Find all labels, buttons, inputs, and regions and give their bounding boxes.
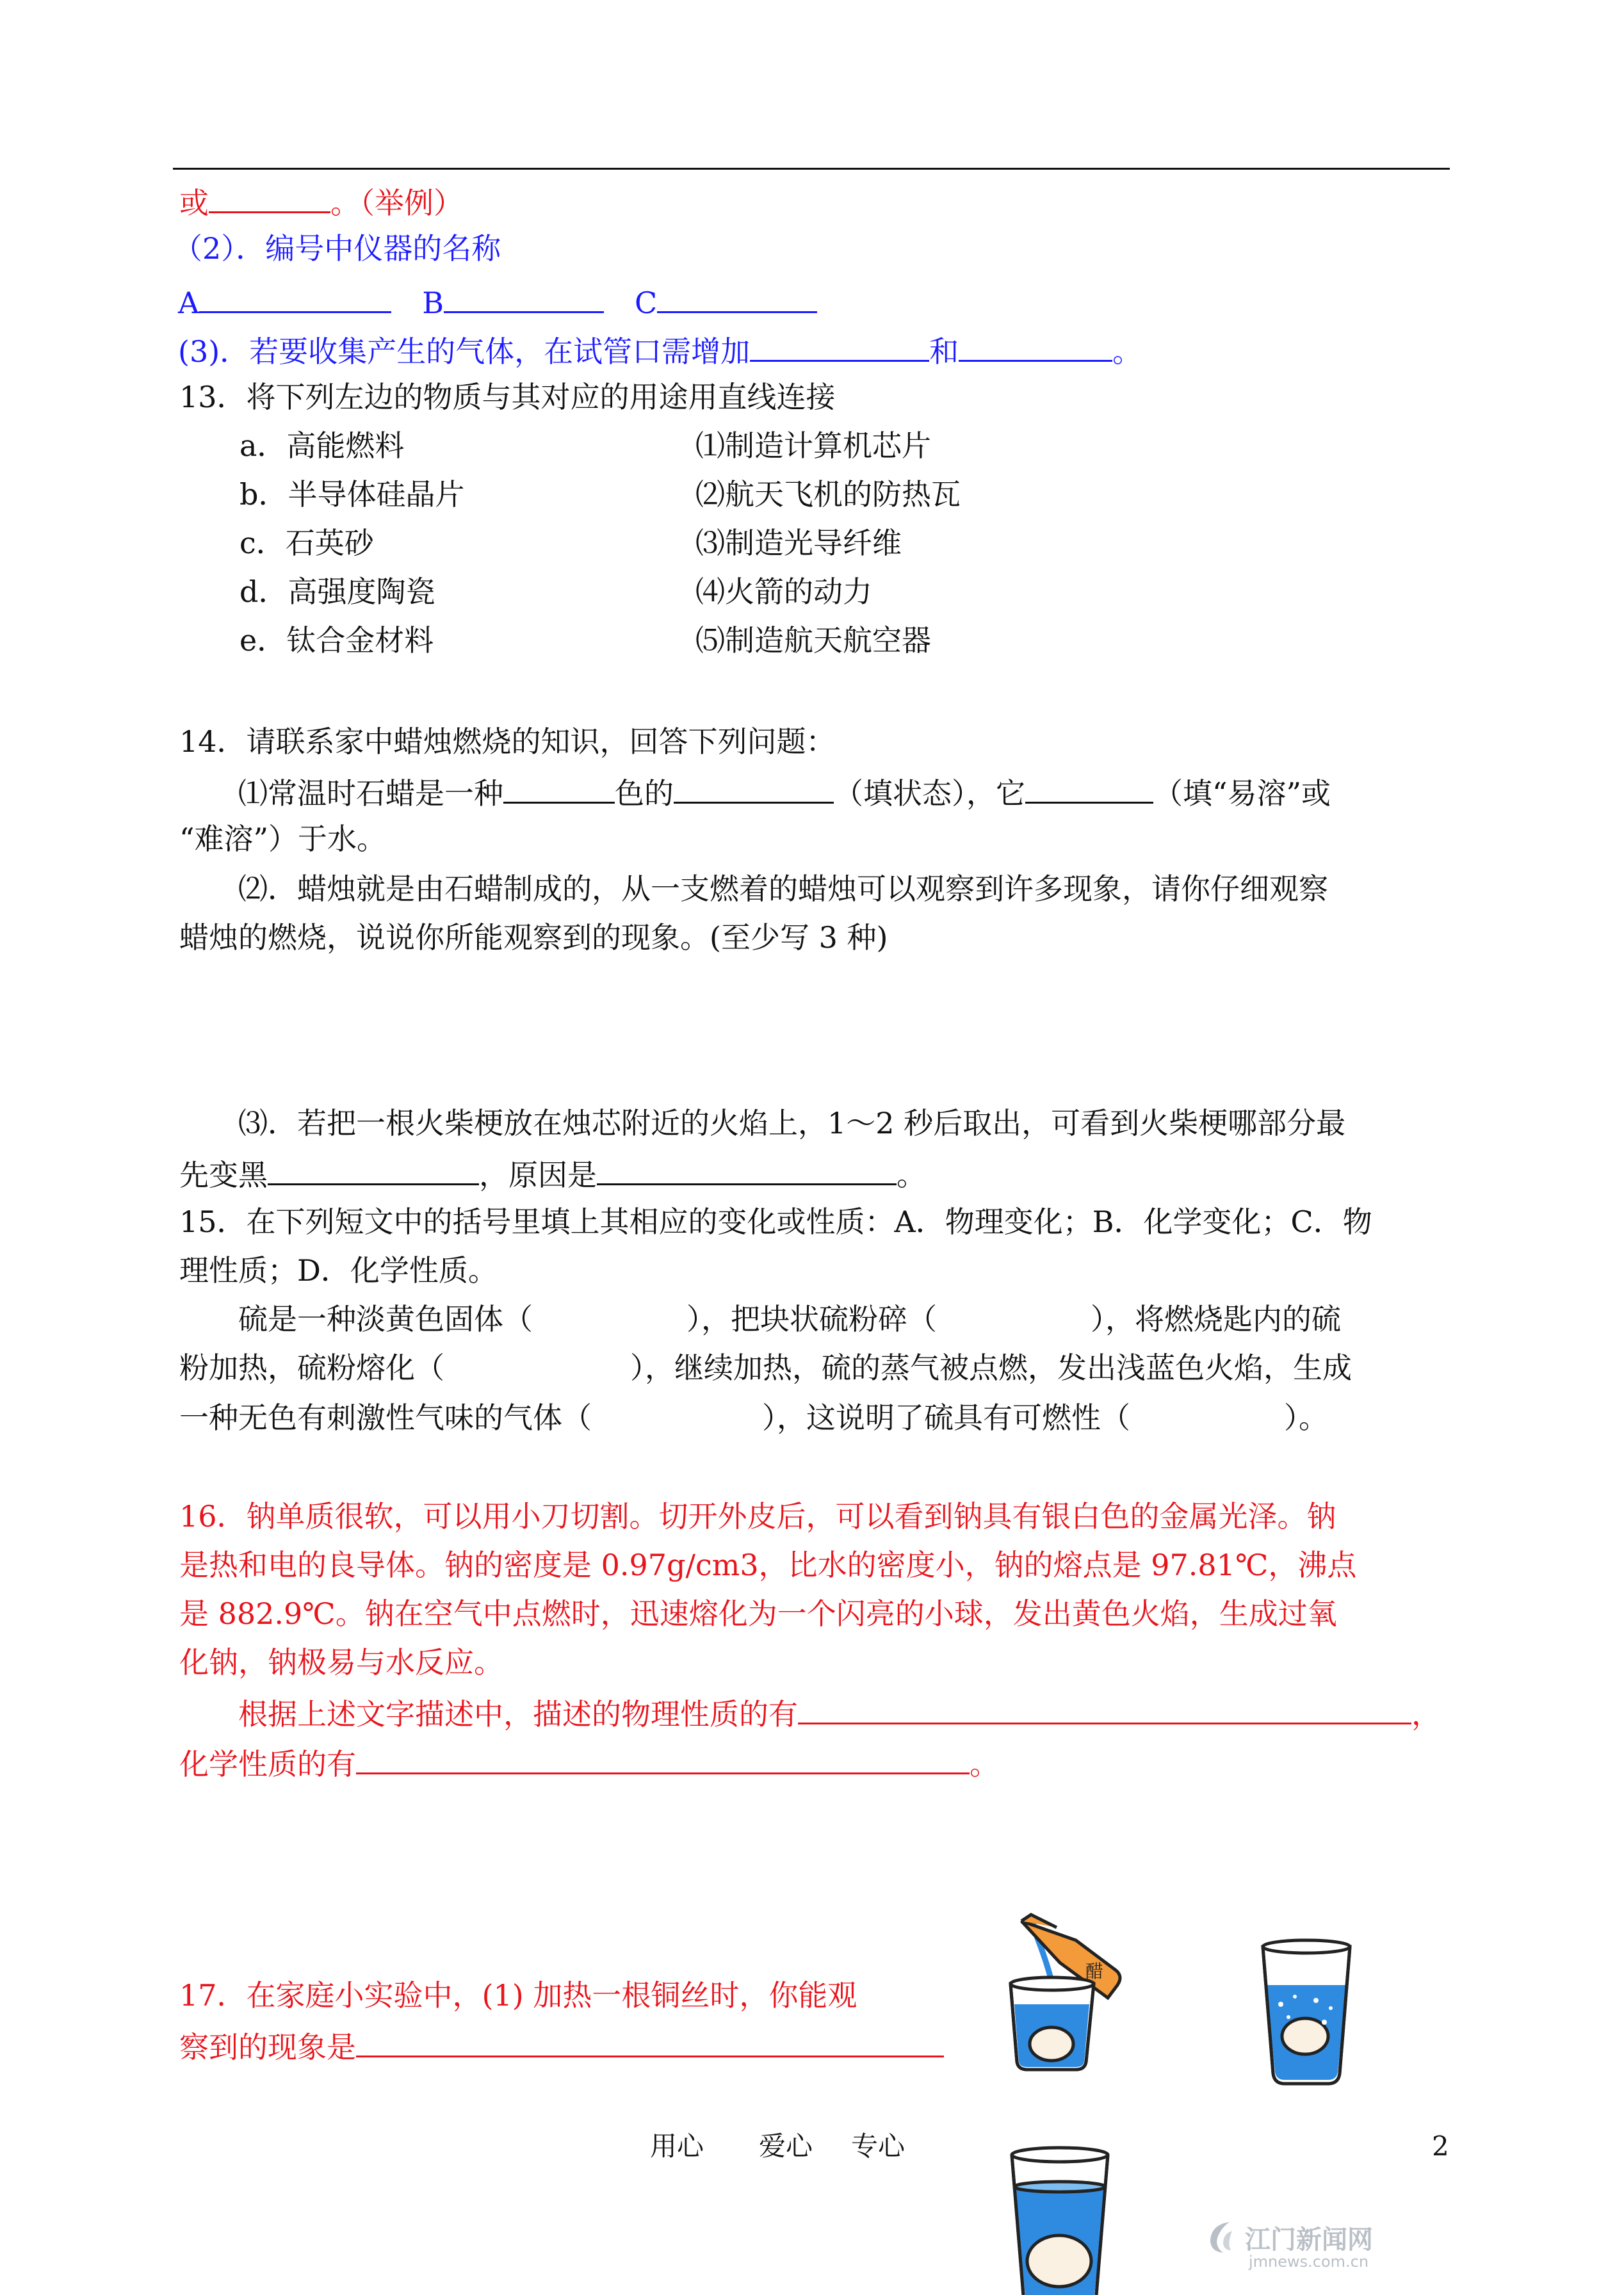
q14-part3-line2: 先变黑 ，原因是 。 xyxy=(179,1153,926,1194)
q12-blank-add2[interactable] xyxy=(959,329,1112,362)
q16-line6: 化学性质的有 。 xyxy=(179,1742,999,1783)
q13-left-b: b．半导体硅晶片 xyxy=(240,477,465,512)
q13-left-c: c．石英砂 xyxy=(240,526,374,560)
vinegar-bottle-label: 醋 xyxy=(1085,1961,1104,1982)
q12-part2: （2）．编号中仪器的名称 xyxy=(173,231,501,266)
q14-title: 14．请联系家中蜡烛燃烧的知识，回答下列问题： xyxy=(179,724,836,759)
q14-blank-state[interactable] xyxy=(674,771,834,804)
q12-blank-a[interactable] xyxy=(199,280,391,313)
q16-blank-chemical[interactable] xyxy=(356,1742,970,1774)
q14-blank-solubility[interactable] xyxy=(1025,771,1153,804)
q14-blank-reason[interactable] xyxy=(597,1153,897,1185)
q14-blank-part[interactable] xyxy=(268,1153,479,1185)
q12-part3: (3)．若要收集产生的气体，在试管口需增加 和 。 xyxy=(178,329,1142,371)
q16-line4: 化钠，钠极易与水反应。 xyxy=(179,1645,503,1680)
egg-glass-bottom-illustration xyxy=(1005,2142,1114,2295)
q12-blank-add1[interactable] xyxy=(750,329,929,362)
watermark-name: 江门新闻网 xyxy=(1245,2225,1373,2255)
q17-line2: 察到的现象是 xyxy=(179,2025,944,2066)
q14-part1-line1: ⑴常温时石蜡是一种 色的 （填状态），它 （填“易溶”或 xyxy=(238,771,1331,813)
q15-line3: 硫是一种淡黄色固体（ ），把块状硫粉碎（ ），将燃烧匙内的硫 xyxy=(238,1302,1341,1336)
q14-part2-line1: ⑵．蜡烛就是由石蜡制成的，从一支燃着的蜡烛可以观察到许多现象，请你仔细观察 xyxy=(238,872,1328,906)
q17-blank-observation[interactable] xyxy=(356,2025,944,2057)
q16-line5: 根据上述文字描述中，描述的物理性质的有 ， xyxy=(238,1692,1441,1733)
footer-motto: 用心 爱心 专心 xyxy=(650,2130,905,2162)
watermark-url: jmnews.com.cn xyxy=(1249,2253,1369,2271)
q14-blank-color[interactable] xyxy=(503,771,615,804)
q13-left-e: e．钛合金材料 xyxy=(240,623,434,658)
page-number: 2 xyxy=(1432,2130,1449,2162)
q12-cont-line: 或 。（举例） xyxy=(179,181,463,222)
q15-line2: 理性质；D．化学性质。 xyxy=(179,1253,498,1288)
q15-line4: 粉加热，硫粉熔化（ ），继续加热，硫的蒸气被点燃，发出浅蓝色火焰，生成 xyxy=(179,1350,1352,1385)
q14-part2-line2: 蜡烛的燃烧，说说你所能观察到的现象。(至少写 3 种) xyxy=(179,920,888,955)
q16-line3: 是 882.9℃。钠在空气中点燃时，迅速熔化为一个闪亮的小球，发出黄色火焰，生成过氧 xyxy=(179,1596,1337,1631)
q12-blank-example[interactable] xyxy=(209,181,330,213)
jmnews-logo-icon xyxy=(1204,2218,1242,2257)
q16-line1: 16．钠单质很软，可以用小刀切割。切开外皮后，可以看到钠具有银白色的金属光泽。钠 xyxy=(179,1499,1336,1534)
q12-blank-b[interactable] xyxy=(444,280,604,313)
q13-right-3: ⑶制造光导纤维 xyxy=(695,526,902,560)
q13-left-d: d．高强度陶瓷 xyxy=(240,574,435,609)
q13-right-2: ⑵航天飞机的防热瓦 xyxy=(695,477,961,512)
q14-part3-line1: ⑶．若把一根火柴梗放在烛芯附近的火焰上，1～2 秒后取出，可看到火柴梗哪部分最 xyxy=(238,1106,1346,1140)
q12-blank-c[interactable] xyxy=(657,280,817,313)
q17-line1: 17．在家庭小实验中，(1) 加热一根铜丝时，你能观 xyxy=(179,1978,857,2013)
q15-line1: 15．在下列短文中的括号里填上其相应的变化或性质：A．物理变化；B．化学变化；C．物 xyxy=(179,1204,1372,1239)
header-rule xyxy=(173,168,1450,170)
q13-title: 13．将下列左边的物质与其对应的用途用直线连接 xyxy=(179,380,836,414)
egg-in-water-glass-illustration xyxy=(1255,1934,1358,2088)
q14-part1-line2: “难溶”）于水。 xyxy=(179,822,387,856)
q16-blank-physical[interactable] xyxy=(798,1692,1411,1724)
pouring-vinegar-cup-illustration xyxy=(986,1902,1153,2075)
q13-left-a: a．高能燃料 xyxy=(240,428,405,463)
q13-right-4: ⑷火箭的动力 xyxy=(695,574,872,609)
q16-line2: 是热和电的良导体。钠的密度是 0.97g/cm3，比水的密度小，钠的熔点是 97.81℃，沸点 xyxy=(179,1548,1357,1582)
q12-labels-line: A B C xyxy=(178,280,817,322)
q13-right-5: ⑸制造航天航空器 xyxy=(695,623,931,658)
q13-right-1: ⑴制造计算机芯片 xyxy=(695,428,931,463)
q15-line5: 一种无色有刺激性气味的气体（ ），这说明了硫具有可燃性（ ）。 xyxy=(179,1400,1328,1435)
